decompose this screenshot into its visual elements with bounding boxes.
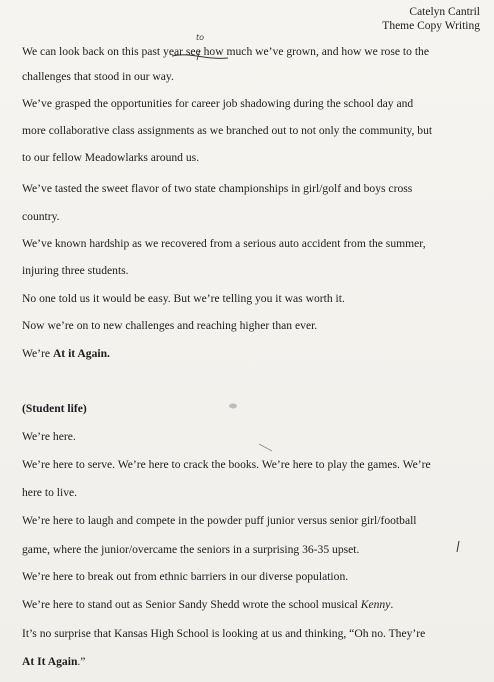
section-heading: (Student life) (22, 402, 87, 415)
paragraph-line: challenges that stood in our way. (22, 70, 174, 83)
paragraph-line: We’re here to serve. We’re here to crack the books. We’re here to play the games. We’re (22, 458, 431, 471)
paragraph-line: We’re here to stand out as Senior Sandy Shedd wrote the school musical Kenny. (22, 598, 394, 611)
paragraph-line: here to live. (22, 486, 78, 499)
paragraph-line: Now we’re on to new challenges and reaching higher than ever. (22, 319, 318, 332)
paragraph-line: At It Again.” (22, 655, 86, 668)
smudge-icon (228, 402, 238, 410)
paragraph-line: No one told us it would be easy. But we’re telling you it was worth it. (22, 292, 345, 305)
paragraph-line: more collaborative class assignments as we branched out to not only the community, but (22, 124, 433, 137)
paragraph-line: to our fellow Meadowlarks around us. (22, 151, 200, 164)
document-subtitle: Theme Copy Writing (382, 20, 480, 32)
paragraph-line: We’re At it Again. (22, 347, 110, 360)
paragraph-line: We can look back on this past year see how much we’ve grown, and how we rose to the (22, 45, 429, 58)
paragraph-line: It’s no surprise that Kansas High School is looking at us and thinking, “Oh no. They’re (22, 627, 426, 640)
handwritten-insert-mark: to (196, 33, 205, 42)
paragraph-line: game, where the junior/overcame the seniors in a surprising 36-35 upset. (22, 543, 360, 556)
author-name: Catelyn Cantril (409, 6, 480, 18)
paragraph-line: country. (22, 210, 60, 223)
header-block (382, 5, 480, 33)
pen-mark-icon (454, 540, 462, 554)
paragraph-line: We’re here. (22, 430, 76, 443)
paragraph-line: We’ve grasped the opportunities for career job shadowing during the school day and (22, 97, 414, 110)
paragraph-line: We’re here to break out from ethnic barriers in our diverse population. (22, 570, 349, 583)
paragraph-line: injuring three students. (22, 264, 129, 277)
paragraph-line: We’re here to laugh and compete in the powder puff junior versus senior girl/football (22, 514, 417, 527)
pen-mark-icon (258, 442, 274, 454)
paragraph-line: We’ve known hardship as we recovered from a serious auto accident from the summer, (22, 237, 426, 250)
paragraph-line: We’ve tasted the sweet flavor of two state championships in girl/golf and boys cross (22, 182, 413, 195)
